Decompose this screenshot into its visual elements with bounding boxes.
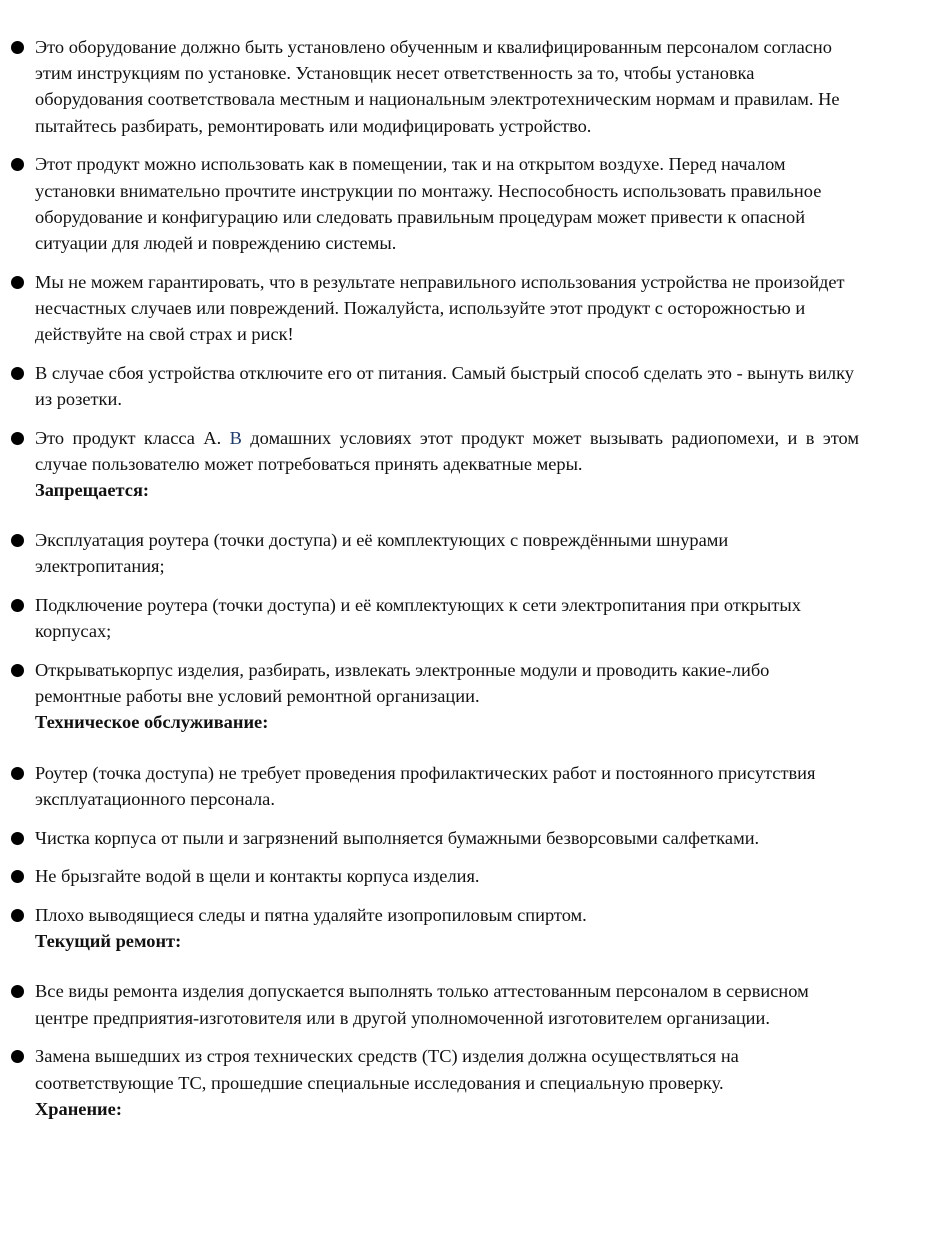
list-item-text: Не брызгайте водой в щели и контакты корпуса изделия. <box>35 866 480 887</box>
list-item-text: Этот продукт можно использовать как в помещении, так и на открытом воздухе. Перед началом установки внимательно прочтите инструкции по монтажу. Неспособность использовать правильное оборудование и конфигурацию или следовать правильным процедурам может привести к опасной ситуации для людей и повреждению системы. <box>35 154 822 253</box>
list-item <box>0 657 859 736</box>
bullet-icon <box>11 664 24 677</box>
bullet-icon <box>11 767 24 780</box>
class-a-text-end: домашних условиях этот продукт может вызывать радиопомехи, и в этом случае пользователю может потребоваться принять адекватные меры. <box>35 427 860 474</box>
list-item-text: Открыватькорпус изделия, разбирать, извлекать электронные модули и проводить какие-либо ремонтные работы вне условий ремонтной организации. <box>35 660 770 707</box>
document-page <box>0 34 950 1134</box>
list-item <box>0 269 859 348</box>
bullet-icon <box>11 41 24 54</box>
bullet-icon <box>11 909 24 922</box>
list-item-text: Чистка корпуса от пыли и загрязнений выполняется бумажными безворсовыми салфетками. <box>35 827 760 848</box>
list-item <box>0 1043 859 1122</box>
class-a-text-start: Это продукт класса А. <box>35 427 230 448</box>
list-item <box>0 527 859 579</box>
list-item <box>0 825 859 851</box>
bullet-icon <box>11 599 24 612</box>
list-item <box>0 360 859 412</box>
list-item <box>0 863 859 889</box>
list-item <box>0 760 859 812</box>
bullet-icon <box>11 534 24 547</box>
list-item <box>0 592 859 644</box>
list-item-text: Это оборудование должно быть установлено обученным и квалифицированным персоналом согласно этим инструкциям по установке. Установщик несет ответственность за то, чтобы установка оборудования соответствовала местным и национальным электротехническим нормам и правилам. Не пытайтесь разбирать, ремонтировать или модифицировать устройство. <box>35 37 840 136</box>
list-item-text: Замена вышедших из строя технических средств (ТС) изделия должна осуществляться на соответствующие ТС, прошедшие специальные исследования и специальную проверку. <box>35 1046 739 1093</box>
list-item <box>0 151 859 256</box>
list-item <box>0 34 859 139</box>
class-a-accent-letter: В <box>229 427 242 448</box>
bullet-icon <box>11 367 24 380</box>
list-item-text: Плохо выводящиеся следы и пятна удаляйте изопропиловым спиртом. <box>35 904 587 925</box>
list-item-class-a <box>0 425 859 504</box>
bullet-icon <box>11 1050 24 1063</box>
list-item-text: Роутер (точка доступа) не требует проведения профилактических работ и постоянного присутствия эксплуатационного персонала. <box>35 762 816 809</box>
section-heading-storage: Хранение: <box>35 1098 122 1119</box>
section-heading-repair: Текущий ремонт: <box>35 931 182 952</box>
bullet-icon <box>11 432 24 445</box>
list-item-text: Подключение роутера (точки доступа) и её комплектующих к сети электропитания при открытых корпусах; <box>35 595 801 642</box>
bullet-icon <box>11 985 24 998</box>
list-item-text <box>35 425 859 477</box>
list-item-text: Эксплуатация роутера (точки доступа) и её комплектующих с повреждёнными шнурами электропитания; <box>35 530 729 577</box>
section-heading-prohibited: Запрещается: <box>35 480 150 501</box>
list-item-text: В случае сбоя устройства отключите его от питания. Самый быстрый способ сделать это - вынуть вилку из розетки. <box>35 362 854 409</box>
bullet-icon <box>11 832 24 845</box>
bullet-icon <box>11 276 24 289</box>
list-item <box>0 902 859 954</box>
list-item <box>0 978 859 1030</box>
bullet-icon <box>11 870 24 883</box>
list-item-text: Все виды ремонта изделия допускается выполнять только аттестованным персоналом в сервисном центре предприятия-изготовителя или в другой уполномоченной изготовителем организации. <box>35 981 809 1028</box>
list-item-text: Мы не можем гарантировать, что в результате неправильного использования устройства не произойдет несчастных случаев или повреждений. Пожалуйста, используйте этот продукт с осторожностью и действуйте на свой страх и риск! <box>35 271 845 345</box>
bullet-icon <box>11 158 24 171</box>
section-heading-maintenance: Техническое обслуживание: <box>35 712 269 733</box>
